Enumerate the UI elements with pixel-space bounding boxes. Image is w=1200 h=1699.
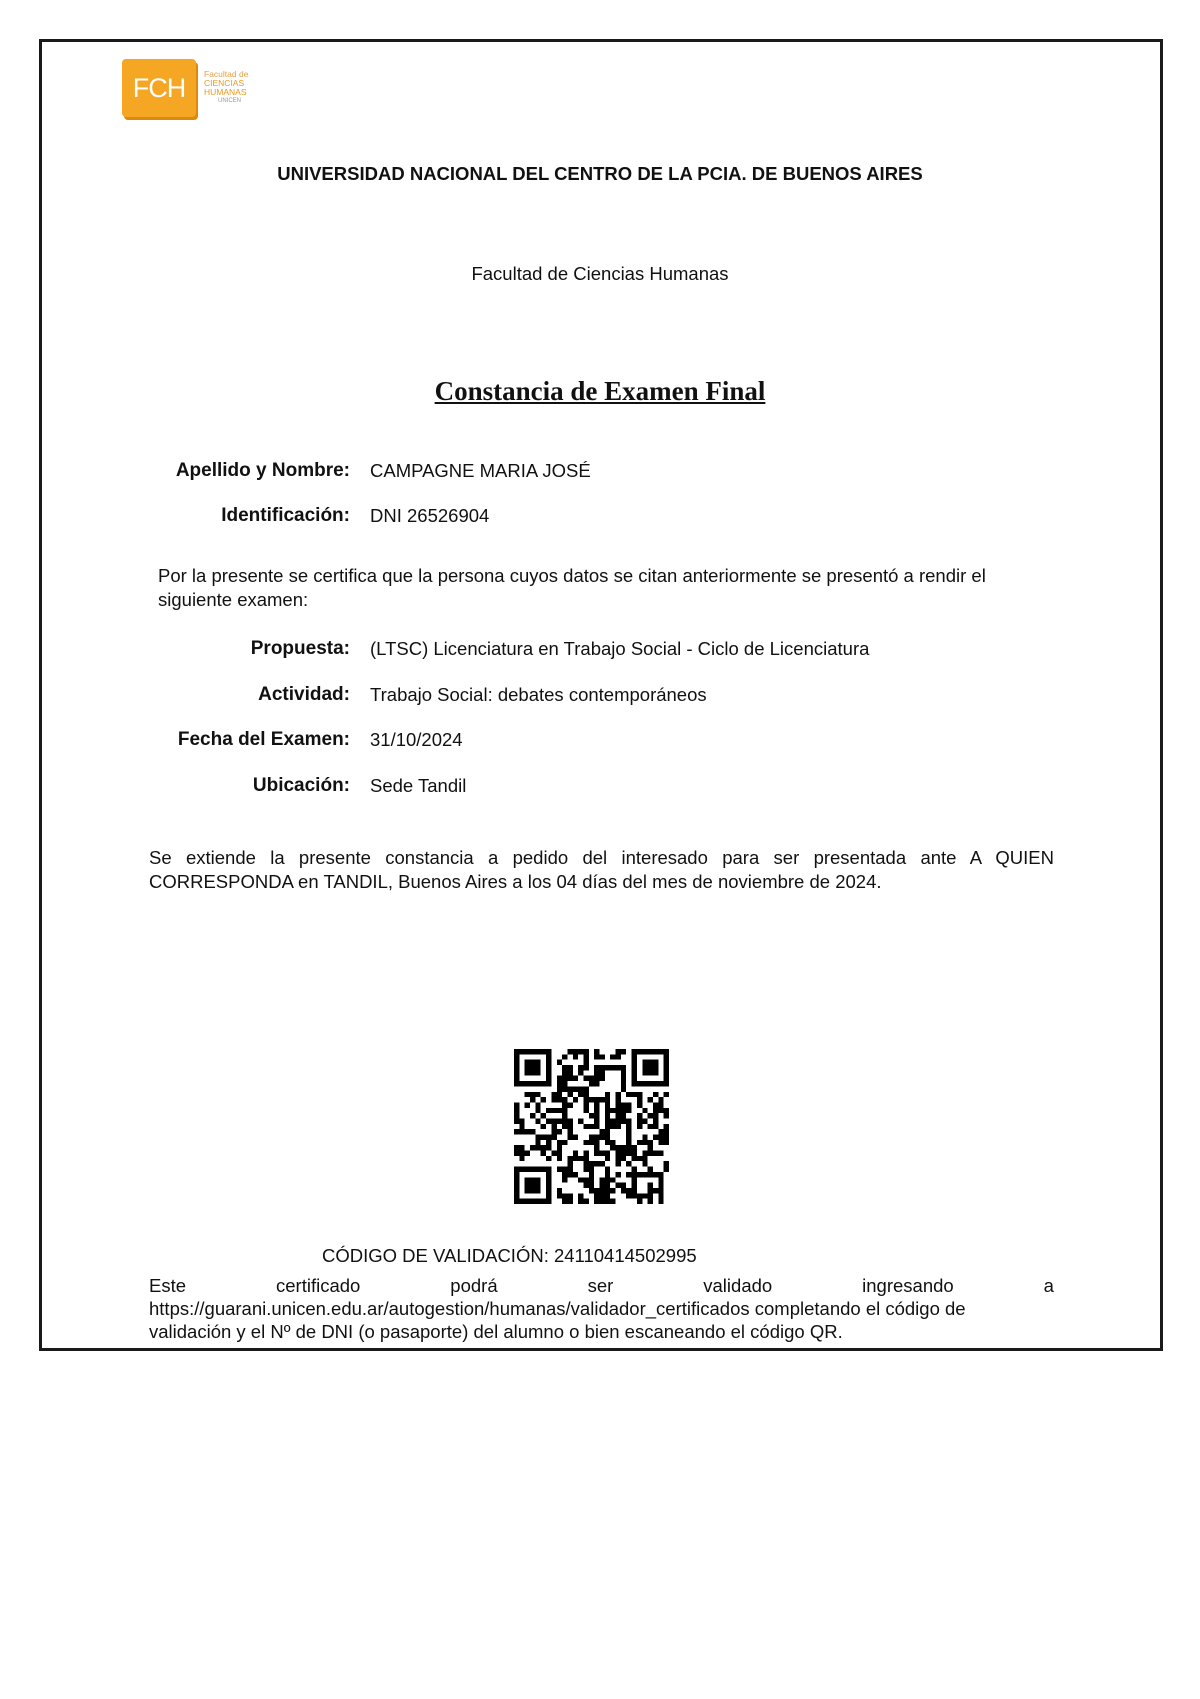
id-label: Identificación: [221,505,350,526]
validation-line-1 [149,1274,1054,1297]
logo-line-1: Facultad de [204,69,249,79]
exam-date-label: Fecha del Examen: [177,729,350,750]
proposal-label: Propuesta: [250,638,350,659]
logo-mark: FCH [122,59,196,117]
location-label: Ubicación: [252,775,350,796]
validation-word: Este [149,1275,187,1296]
qr-code [514,1049,669,1204]
name-value: CAMPAGNE MARIA JOSÉ [370,460,591,481]
activity-value: Trabajo Social: debates contemporáneos [370,684,707,705]
validation-code: CÓDIGO DE VALIDACIÓN: 24110414502995 [322,1245,697,1266]
university-name: UNIVERSIDAD NACIONAL DEL CENTRO DE LA PCIA. DE BUENOS AIRES [277,163,923,184]
id-value: DNI 26526904 [370,505,490,526]
extension-paragraph: Se extiende la presente constancia a pedido del interesado para ser presentada ante A QUIEN CORRESPONDA en TANDIL, Buenos Aires a los 04 días del mes de noviembre de 2024. [149,847,1054,892]
logo-line-2: CIENCIAS [204,78,245,88]
validation-line-2: https://guarani.unicen.edu.ar/autogestion/humanas/validador_certificados completando el código de [149,1298,966,1319]
document-title: Constancia de Examen Final [434,376,766,406]
validation-word: podrá [450,1275,498,1296]
proposal-value: (LTSC) Licenciatura en Trabajo Social - Ciclo de Licenciatura [370,638,870,659]
validation-word: ser [587,1275,614,1296]
validation-word: a [1043,1275,1054,1296]
faculty-name: Facultad de Ciencias Humanas [471,263,729,284]
validation-word: ingresando [862,1275,954,1296]
faculty-logo [122,59,248,117]
exam-date-value: 31/10/2024 [370,729,463,750]
certify-paragraph: Por la presente se certifica que la persona cuyos datos se citan anteriormente se presentó a rendir el siguiente examen: [158,565,986,610]
name-label: Apellido y Nombre: [175,460,350,481]
logo-wordmark [204,70,248,106]
logo-line-3: HUMANAS [204,87,247,97]
validation-line-3: validación y el Nº de DNI (o pasaporte) del alumno o bien escaneando el código QR. [149,1321,843,1342]
validation-instructions [149,1274,1054,1343]
validation-word: certificado [276,1275,361,1296]
logo-line-4: UNICEN [218,98,242,104]
location-value: Sede Tandil [370,775,467,796]
activity-label: Actividad: [258,684,350,705]
validation-word: validado [703,1275,773,1296]
